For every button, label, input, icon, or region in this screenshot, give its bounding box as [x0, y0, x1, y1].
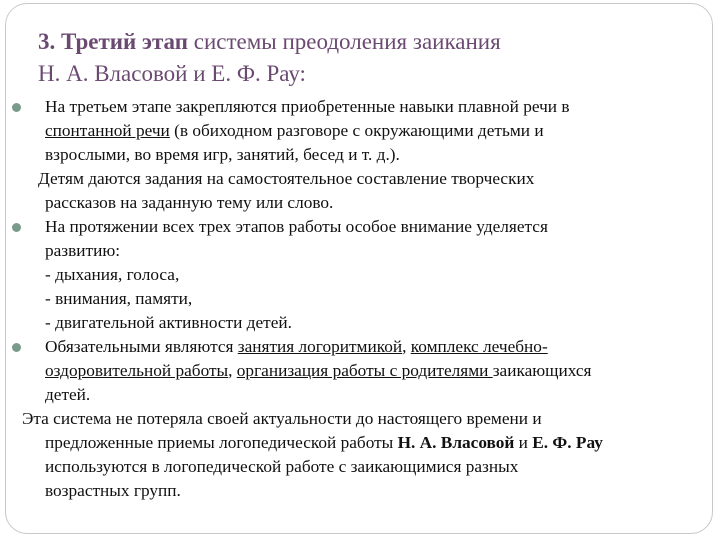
p2-line4: - внимания, памяти, [45, 289, 193, 308]
spontaneous-speech-text: спонтанной речи [45, 121, 170, 140]
p4-line2 [45, 431, 603, 455]
parents-work-text: организация работы с родителями [236, 361, 493, 380]
author-vlasova: Н. А. Власовой [397, 433, 515, 452]
bullet-icon [12, 103, 21, 112]
p3-line2-end: заикающихся [492, 361, 592, 380]
p4-line3: используются в логопедической работе с заикающимися разных [45, 457, 519, 476]
health-work-text: оздоровительной работы [45, 361, 229, 380]
p1-line2 [45, 119, 544, 143]
p1-line3: взрослыми, во время игр, занятий, бесед и т. д.). [45, 145, 400, 164]
p4-line2-text: предложенные приемы логопедической работы [45, 433, 398, 452]
p2-line3: - дыхания, голоса, [45, 265, 180, 284]
title-text: системы преодоления заикания [187, 29, 501, 54]
p3-comma: , [402, 337, 411, 356]
p1-line1: На третьем этапе закрепляются приобретенные навыки плавной речи в [45, 97, 570, 116]
p4-line4: возрастных групп. [45, 481, 181, 500]
p2-line2: развитию: [45, 241, 121, 260]
title-number: 3. Третий этап [38, 29, 188, 54]
p2-line1: На протяжении всех трех этапов работы особое внимание уделяется [45, 217, 548, 236]
p4-and: и [514, 433, 533, 452]
bullet-icon [12, 343, 21, 352]
bullet-icon [12, 223, 21, 232]
health-complex-text: комплекс лечебно- [410, 337, 548, 356]
p3-line3: детей. [45, 385, 91, 404]
p3-line1-text: Обязательными являются [45, 337, 238, 356]
p1-line2-rest: (в обиходном разговоре с окружающими детьми и [169, 121, 544, 140]
p1-line5: рассказов на заданную тему или слово. [45, 193, 334, 212]
p2-line5: - двигательной активности детей. [45, 313, 292, 332]
logorhythmics-text: занятия логоритмикой [237, 337, 403, 356]
p3-line1 [45, 335, 548, 359]
p3-comma2: , [228, 361, 237, 380]
p4-line1: Эта система не потеряла своей актуальности до настоящего времени и [22, 409, 542, 428]
slide-title [38, 26, 678, 90]
title-authors: Н. А. Власовой и Е. Ф. Рау: [38, 61, 306, 86]
p3-line2 [45, 359, 591, 383]
author-rau: Е. Ф. Рау [532, 433, 603, 452]
p1-line4: Детям даются задания на самостоятельное составление творческих [38, 169, 535, 188]
